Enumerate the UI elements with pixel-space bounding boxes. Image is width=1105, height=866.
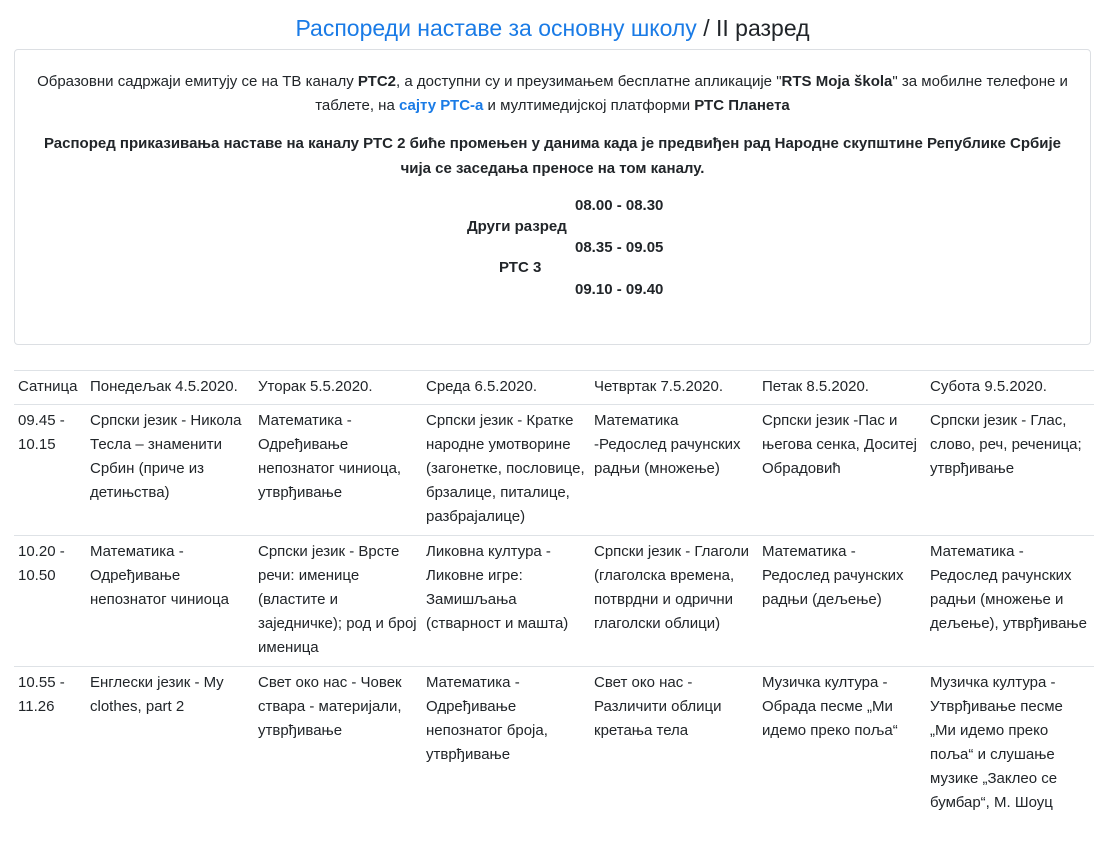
lesson-cell: Српски језик - Кратке народне умотворине (загонетке, пословице, брзалице, питалице, разбрајалице)	[422, 405, 590, 536]
info-text: " за мобилне телефоне и таблете, на	[315, 73, 1068, 114]
channel-label: РТС 3	[499, 259, 542, 276]
time-cell: 10.20 - 10.50	[14, 536, 86, 667]
title-separator: /	[696, 15, 716, 41]
lesson-cell: Српски језик - Врсте речи: именице (властите и заједничке); род и број именица	[254, 536, 422, 667]
info-text: Образовни садржаји емитују се на ТВ каналу	[37, 73, 358, 90]
rts-site-link[interactable]: сајту РТС-а	[398, 97, 484, 114]
column-header: Сатница	[14, 371, 86, 405]
lesson-cell: Математика - Одређивање непознатог чиниоца	[86, 536, 254, 667]
lesson-cell: Свет око нас - Различити облици кретања тела	[590, 667, 758, 822]
time-slot: 09.10 - 09.40	[575, 281, 664, 298]
schedules-link[interactable]: Распореди наставе за основну школу	[295, 15, 697, 41]
time-slot: 08.00 - 08.30	[575, 197, 664, 214]
schedule-table	[14, 370, 1094, 821]
lesson-cell: Математика - Одређивање непознатог броја, утврђивање	[422, 667, 590, 822]
table-header-row	[14, 371, 1094, 405]
grade-label: Други разред	[467, 218, 567, 235]
time-slot: 08.35 - 09.05	[575, 239, 664, 256]
column-header: Понедељак 4.5.2020.	[86, 371, 254, 405]
lesson-cell: Ликовна култура - Ликовне игре: Замишљања (стварност и машта)	[422, 536, 590, 667]
grade-title: II разред	[715, 15, 810, 41]
app-name: RTS Moja škola	[781, 73, 893, 90]
lesson-cell: Енглески језик - My clothes, part 2	[86, 667, 254, 822]
lesson-cell: Српски језик -Пас и његова сенка, Доситеј Обрадовић	[758, 405, 926, 536]
page-title	[14, 0, 1091, 49]
table-row	[14, 667, 1094, 822]
time-cell: 10.55 - 11.26	[14, 667, 86, 822]
info-card	[14, 49, 1091, 345]
table-row	[14, 405, 1094, 536]
time-cell: 09.45 - 10.15	[14, 405, 86, 536]
column-header: Среда 6.5.2020.	[422, 371, 590, 405]
column-header: Уторак 5.5.2020.	[254, 371, 422, 405]
lesson-cell: Математика - Одређивање непознатог чиниоца, утврђивање	[254, 405, 422, 536]
lesson-cell: Српски језик - Никола Тесла – знаменити Србин (приче из детињства)	[86, 405, 254, 536]
lesson-cell: Музичка култура - Обрада песме „Ми идемо преко поља“	[758, 667, 926, 822]
lesson-cell: Математика -Редослед рачунских радњи (множење)	[590, 405, 758, 536]
column-header: Субота 9.5.2020.	[926, 371, 1094, 405]
info-text: и мултимедијској платформи	[483, 97, 695, 114]
table-row	[14, 536, 1094, 667]
channel-name: РТС2	[357, 73, 397, 90]
lesson-cell: Свет око нас - Човек ствара - материјали, утврђивање	[254, 667, 422, 822]
column-header: Петак 8.5.2020.	[758, 371, 926, 405]
platform-name: РТС Планета	[694, 97, 790, 114]
lesson-cell: Српски језик - Глас, слово, реч, реченица; утврђивање	[926, 405, 1094, 536]
lesson-cell: Математика - Редослед рачунских радњи (множење и дељење), утврђивање	[926, 536, 1094, 667]
lesson-cell: Српски језик - Глаголи (глаголска времена, потврдни и одрични глаголски облици)	[590, 536, 758, 667]
lesson-cell: Музичка култура - Утврђивање песме „Ми идемо преко поља“ и слушање музике „Заклео се бумбар“, М. Шоуц	[926, 667, 1094, 822]
column-header: Четвртак 7.5.2020.	[590, 371, 758, 405]
schedule-warning: Распоред приказивања наставе на каналу РТС 2 биће промењен у данима када је предвиђен рад Народне скупштине Републике Србије чија се заседања преносе на том каналу.	[44, 135, 1061, 177]
broadcast-info	[31, 70, 1074, 118]
lesson-cell: Математика - Редослед рачунских радњи (дељење)	[758, 536, 926, 667]
time-slots	[31, 194, 1074, 299]
info-text: , а доступни су и преузимањем бесплатне апликације "	[396, 73, 782, 90]
